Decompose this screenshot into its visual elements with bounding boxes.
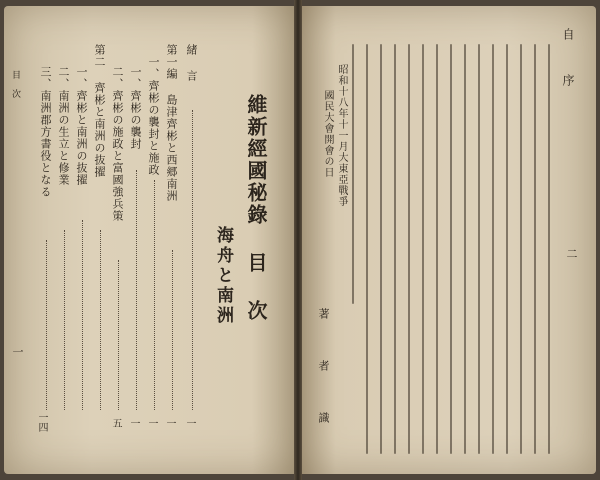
toc-entry: 一、齊彬の襲封 xyxy=(129,66,142,150)
preface-heading: 自 序 xyxy=(561,28,575,96)
toc-page-number: 一 xyxy=(164,418,175,428)
toc-leader xyxy=(154,180,156,410)
book-gutter xyxy=(294,0,302,480)
toc-page-number: 一 xyxy=(128,418,139,428)
toc-leader xyxy=(64,230,66,410)
toc-page-number: 一四 xyxy=(36,412,47,432)
toc-entry: 一、齊彬の襲封と施政 xyxy=(147,56,160,176)
left-page-number: 一 xyxy=(11,346,24,357)
toc-page-number: 一 xyxy=(184,418,195,428)
toc-entry: 二、齊彬の施政と富國強兵策 xyxy=(111,66,124,222)
left-running-footer: 目 次 xyxy=(10,70,20,98)
toc-entry: 二、南洲の生立と修業 xyxy=(57,66,70,186)
toc-subtitle: 海舟と南洲 xyxy=(213,226,233,326)
toc-page-number: 一 xyxy=(146,418,157,428)
toc-leader xyxy=(192,110,194,410)
toc-leader xyxy=(172,250,174,410)
toc-entry: 緒 言 xyxy=(185,44,198,82)
preface-author-signature: 著 者 識 xyxy=(317,308,330,437)
preface-date: 昭和十八年十一月大東亞戰爭 xyxy=(336,64,347,207)
preface-occasion: 國民大會開會の日 xyxy=(322,90,333,178)
toc-leader xyxy=(82,220,84,410)
toc-entry: 一、齊彬と南洲の抜擢 xyxy=(75,66,88,186)
right-page-number: 二 xyxy=(565,248,578,259)
toc-entry: 第一編 島津齊彬と西郷南洲 xyxy=(165,44,178,202)
toc-page-number: 五 xyxy=(110,418,121,428)
toc-leader xyxy=(46,240,48,410)
toc-leader xyxy=(136,170,138,410)
toc-entry: 三、南洲郡方書役となる xyxy=(39,66,52,198)
toc-entry: 第二 齊彬と南洲の抜擢 xyxy=(93,44,106,178)
toc-leader xyxy=(118,260,120,410)
toc-leader xyxy=(100,230,102,410)
toc-title: 維新經國秘錄 目 次 xyxy=(244,94,268,322)
